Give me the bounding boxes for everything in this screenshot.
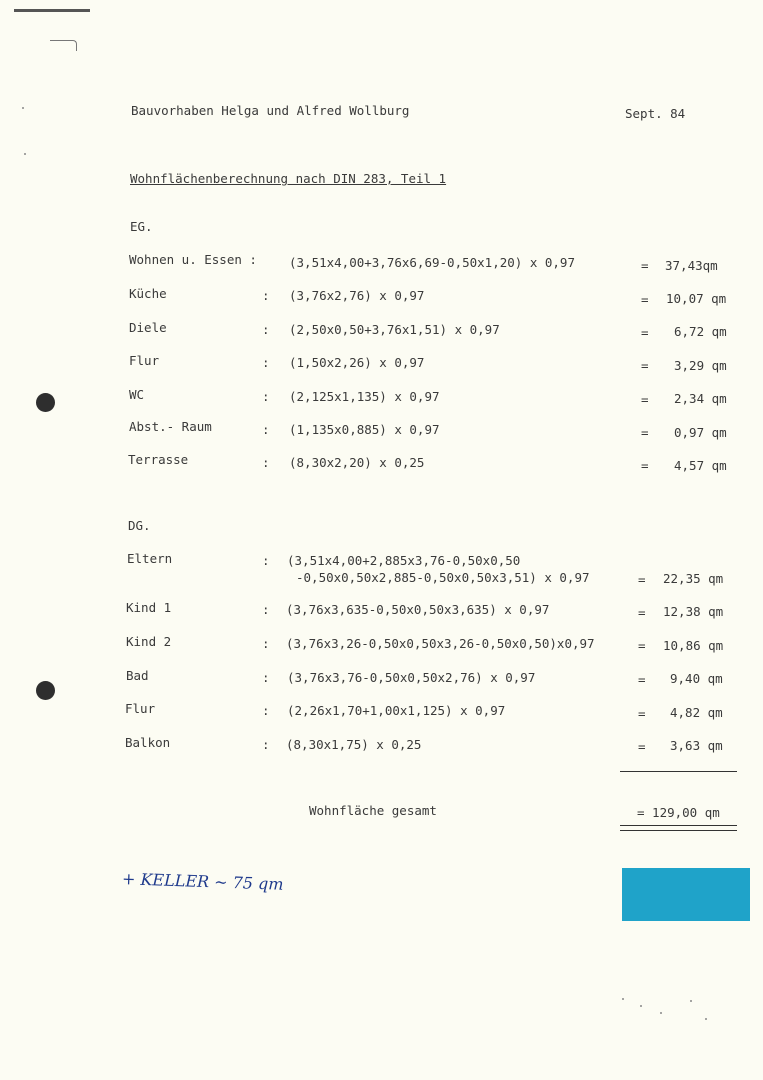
- equals-sign: =: [638, 638, 646, 653]
- room-label: WC: [129, 387, 145, 402]
- room-formula: (3,76x3,26-0,50x0,50x3,26-0,50x0,50)x0,97: [286, 636, 595, 651]
- equals-sign: =: [641, 425, 649, 440]
- colon: :: [262, 553, 270, 568]
- colon: :: [262, 389, 270, 404]
- room-label: Bad: [126, 668, 149, 683]
- room-formula-line2: -0,50x0,50x2,885-0,50x0,50x3,51) x 0,97: [296, 570, 590, 585]
- total-label: Wohnfläche gesamt: [309, 803, 437, 818]
- equals-sign: =: [638, 605, 646, 620]
- room-result: 2,34 qm: [674, 391, 727, 406]
- room-label: Kind 1: [126, 600, 172, 615]
- room-label: Eltern: [127, 551, 173, 566]
- blue-redaction-box: [622, 868, 750, 921]
- colon: :: [262, 703, 270, 718]
- room-formula: (8,30x2,20) x 0,25: [289, 455, 425, 470]
- room-label: Flur: [125, 701, 156, 716]
- colon: :: [262, 355, 270, 370]
- room-result: 4,82 qm: [670, 705, 723, 720]
- room-result: 9,40 qm: [670, 671, 723, 686]
- equals-sign: =: [641, 392, 649, 407]
- colon: :: [262, 288, 270, 303]
- colon: :: [262, 422, 270, 437]
- colon: :: [262, 670, 270, 685]
- paper-speck: [705, 1018, 707, 1020]
- handwritten-keller-note: + KELLER ~ 75 qm: [121, 869, 284, 894]
- room-label: Terrasse: [128, 452, 189, 467]
- sum-line: [620, 771, 737, 772]
- dg-heading: DG.: [128, 518, 151, 533]
- room-result: 6,72 qm: [674, 324, 727, 339]
- room-formula: (1,135x0,885) x 0,97: [289, 422, 440, 437]
- room-formula: (3,76x3,76-0,50x0,50x2,76) x 0,97: [287, 670, 536, 685]
- room-result: 10,07 qm: [666, 291, 727, 306]
- room-result: 37,43qm: [665, 258, 718, 273]
- punch-hole-bottom: [36, 681, 55, 700]
- equals-sign: =: [638, 672, 646, 687]
- colon: :: [262, 322, 270, 337]
- equals-sign: =: [641, 258, 649, 273]
- room-formula: (2,50x0,50+3,76x1,51) x 0,97: [289, 322, 500, 337]
- total-value: = 129,00 qm: [637, 805, 720, 820]
- paper-speck: [690, 1000, 692, 1002]
- colon: :: [262, 455, 270, 470]
- paper-speck: [660, 1012, 662, 1014]
- room-result: 12,38 qm: [663, 604, 724, 619]
- calculation-title: Wohnflächenberechnung nach DIN 283, Teil 1: [130, 171, 447, 186]
- eg-heading: EG.: [130, 219, 153, 234]
- room-label: Abst.- Raum: [129, 419, 212, 434]
- punch-hole-top: [36, 393, 55, 412]
- paperclip-mark: [50, 40, 77, 51]
- equals-sign: =: [638, 706, 646, 721]
- project-name: Bauvorhaben Helga und Alfred Wollburg: [131, 103, 410, 118]
- equals-sign: =: [641, 325, 649, 340]
- colon: :: [262, 737, 270, 752]
- top-edge-mark: [14, 9, 90, 12]
- room-result: 22,35 qm: [663, 571, 724, 586]
- equals-sign: =: [638, 572, 646, 587]
- room-formula: (2,125x1,135) x 0,97: [289, 389, 440, 404]
- colon: :: [262, 636, 270, 651]
- room-formula: (1,50x2,26) x 0,97: [289, 355, 425, 370]
- paper-speck: [24, 153, 26, 155]
- document-date: Sept. 84: [625, 106, 686, 121]
- room-formula: (2,26x1,70+1,00x1,125) x 0,97: [287, 703, 506, 718]
- room-label: Balkon: [125, 735, 171, 750]
- room-result: 3,63 qm: [670, 738, 723, 753]
- paper-speck: [622, 998, 624, 1000]
- room-label: Küche: [129, 286, 167, 301]
- total-double-line-top: [620, 825, 737, 826]
- room-formula: (3,76x2,76) x 0,97: [289, 288, 425, 303]
- equals-sign: =: [641, 358, 649, 373]
- room-result: 10,86 qm: [663, 638, 724, 653]
- equals-sign: =: [641, 458, 649, 473]
- room-label: Wohnen u. Essen :: [129, 252, 257, 267]
- equals-sign: =: [638, 739, 646, 754]
- colon: :: [262, 602, 270, 617]
- room-formula-line1: (3,51x4,00+2,885x3,76-0,50x0,50: [287, 553, 521, 568]
- paper-speck: [640, 1005, 642, 1007]
- equals-sign: =: [641, 292, 649, 307]
- paper-speck: [22, 107, 24, 109]
- room-label: Diele: [129, 320, 167, 335]
- room-result: 0,97 qm: [674, 425, 727, 440]
- total-double-line-bottom: [620, 830, 737, 831]
- room-formula: (3,76x3,635-0,50x0,50x3,635) x 0,97: [286, 602, 550, 617]
- room-label: Flur: [129, 353, 160, 368]
- room-result: 3,29 qm: [674, 358, 727, 373]
- room-result: 4,57 qm: [674, 458, 727, 473]
- room-label: Kind 2: [126, 634, 172, 649]
- room-formula: (8,30x1,75) x 0,25: [286, 737, 422, 752]
- room-formula: (3,51x4,00+3,76x6,69-0,50x1,20) x 0,97: [289, 255, 575, 270]
